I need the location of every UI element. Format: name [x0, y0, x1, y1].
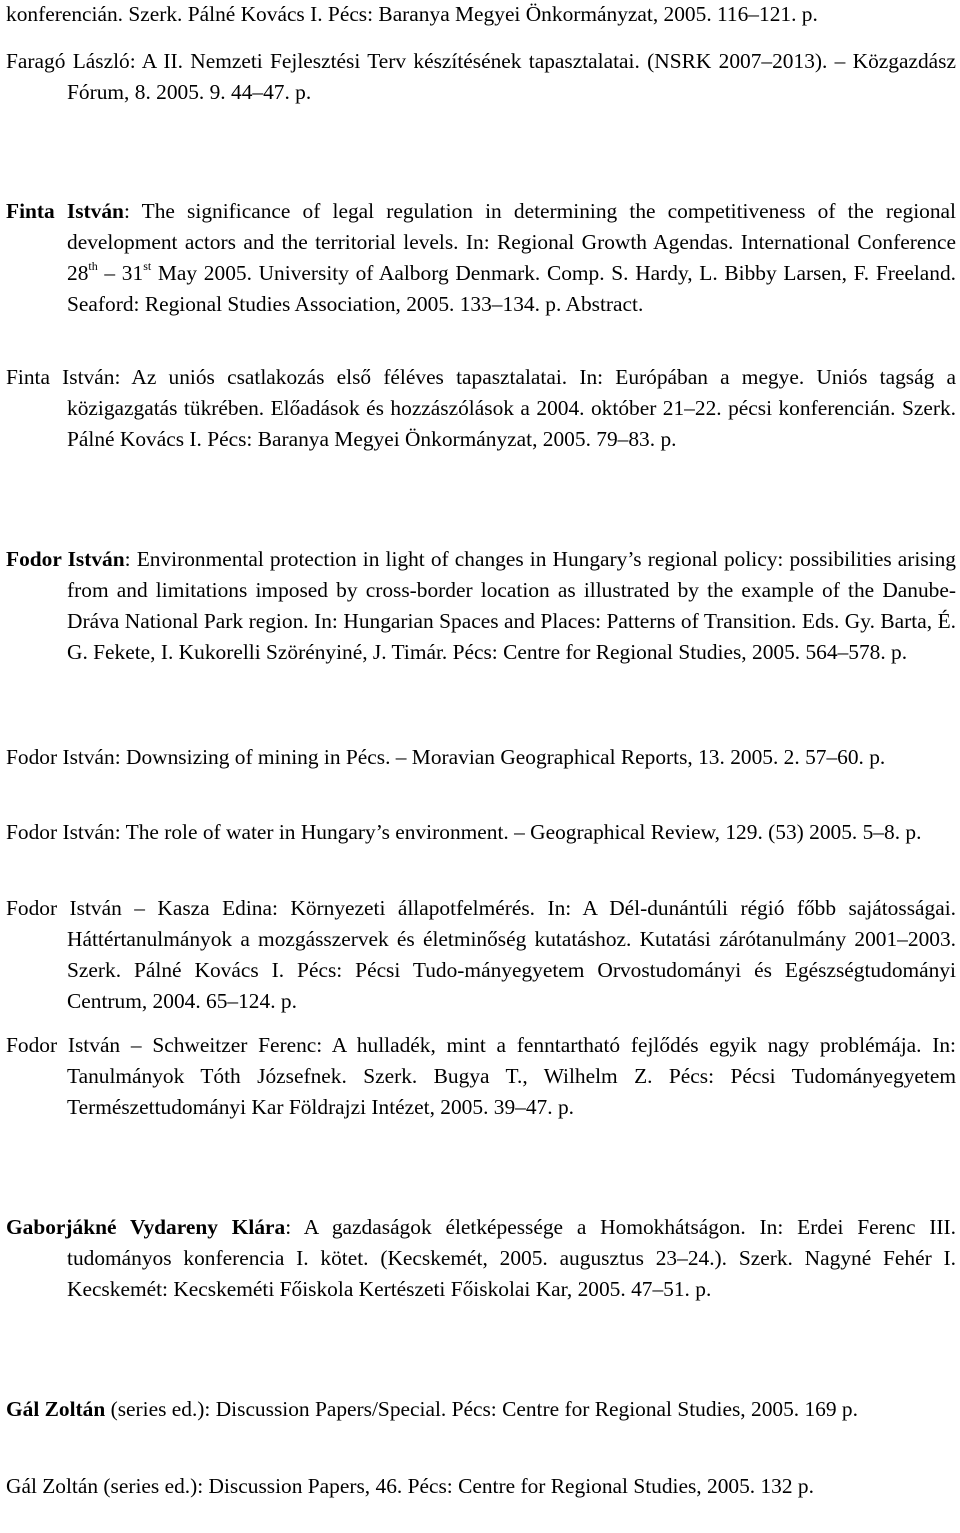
superscript-st: st — [143, 258, 152, 273]
reference-entry — [6, 1212, 956, 1305]
reference-entry — [6, 817, 956, 848]
reference-entry — [6, 1394, 956, 1425]
reference-text: (series ed.): Discussion Papers/Special. Pécs: Centre for Regional Studies, 2005. 169 p. — [105, 1397, 858, 1421]
reference-text: Fodor István: The role of water in Hungary’s environment. – Geographical Review, 129. (53) 2005. 5–8. p. — [6, 820, 922, 844]
reference-text: konferencián. Szerk. Pálné Kovács I. Pécs: Baranya Megyei Önkormányzat, 2005. 116–121. p. — [6, 2, 818, 26]
reference-text: – 31 — [97, 261, 144, 285]
reference-entry — [6, 893, 956, 1017]
reference-entry — [6, 742, 956, 773]
reference-text: : Environmental protection in light of changes in Hungary’s regional policy: possibilities arising from and limitations imposed by cross-border location as illustrated by the example of the Danube-Dráva National Park region. In: Hungarian Spaces and Places: Patterns of Transition. Eds. Gy. Barta, É. G. Fekete, I. Kukorelli Szörényiné, J. Timár. Pécs: Centre for Regional Studies, 2005. 564–578. p. — [67, 547, 957, 664]
reference-entry — [6, 544, 956, 668]
reference-text: Fodor István – Schweitzer Ferenc: A hulladék, mint a fenntartható fejlődés egyik nagy problémája. In: Tanulmányok Tóth Józsefnek. Szerk. Bugya T., Wilhelm Z. Pécs: Pécsi Tudományegyetem Természettudományi Kar Földrajzi Intézet, 2005. 39–47. p. — [6, 1033, 956, 1119]
reference-entry — [6, 196, 956, 320]
reference-text: Fodor István: Downsizing of mining in Pécs. – Moravian Geographical Reports, 13. 2005. 2. 57–60. p. — [6, 745, 886, 769]
reference-entry — [6, 0, 956, 30]
reference-author: Fodor István — [6, 547, 125, 571]
superscript-th: th — [88, 258, 98, 273]
reference-text: : The significance of legal regulation in determining the competitiveness of the regional development actors and the territorial levels. In: Regional Growth Agendas. International Conference 28 — [67, 199, 956, 285]
reference-entry — [6, 46, 956, 108]
reference-author: Gaborjákné Vydareny Klára — [6, 1215, 286, 1239]
reference-entry — [6, 1471, 956, 1502]
reference-text: Finta István: Az uniós csatlakozás első féléves tapasztalatai. In: Európában a megye. Uniós tagság a közigazgatás tükrében. Előadások és hozzászólások a 2004. október 21–22. pécsi konferencián. Szerk. Pálné Kovács I. Pécs: Baranya Megyei Önkormányzat, 2005. 79–83. p. — [6, 365, 956, 451]
reference-text: Gál Zoltán (series ed.): Discussion Papers, 46. Pécs: Centre for Regional Studies, 2005. 132 p. — [6, 1474, 814, 1498]
reference-entry — [6, 1030, 956, 1123]
reference-text: May 2005. University of Aalborg Denmark. Comp. S. Hardy, L. Bibby Larsen, F. Freeland. Seaford: Regional Studies Association, 2005. 133–134. p. Abstract. — [67, 261, 957, 316]
reference-text: Faragó László: A II. Nemzeti Fejlesztési Terv készítésének tapasztalatai. (NSRK 2007–2013). – Közgazdász Fórum, 8. 2005. 9. 44–47. p. — [6, 49, 956, 104]
reference-entry — [6, 362, 956, 455]
reference-author: Gál Zoltán — [6, 1397, 106, 1421]
reference-author: Finta István — [6, 199, 124, 223]
reference-text: : A gazdaságok életképessége a Homokhátságon. In: Erdei Ferenc III. tudományos konferencia I. kötet. (Kecskemét, 2005. augusztus 23–24.). Szerk. Nagyné Fehér I. Kecskemét: Kecskeméti Főiskola Kertészeti Főiskolai Kar, 2005. 47–51. p. — [67, 1215, 956, 1301]
reference-text: Fodor István – Kasza Edina: Környezeti állapotfelmérés. In: A Dél-dunántúli régió főbb sajátosságai. Háttértanulmányok a mozgásszervek és életminőség kutatáshoz. Kutatási zárótanulmány 2001–2003. Szerk. Pálné Kovács I. Pécs: Pécsi Tudo-mányegyetem Orvostudományi és Egészségtudományi Centrum, 2004. 65–124. p. — [6, 896, 956, 1013]
